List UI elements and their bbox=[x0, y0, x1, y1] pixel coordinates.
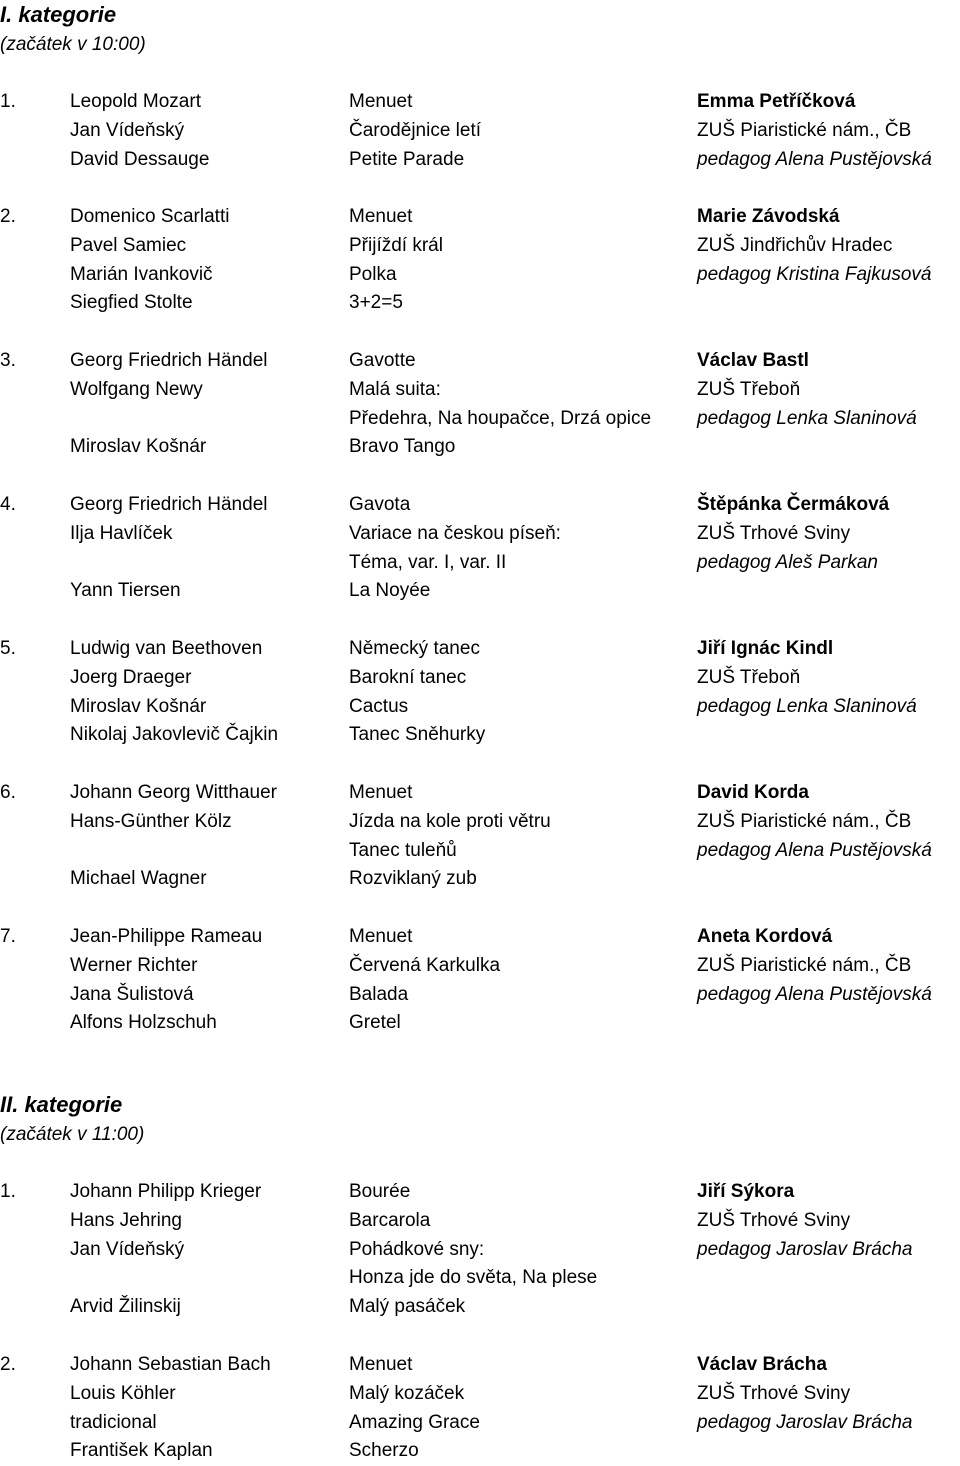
school-name: ZUŠ Třeboň bbox=[697, 666, 801, 688]
piece-title: Předehra, Na houpačce, Drzá opice bbox=[349, 407, 652, 429]
entry-row bbox=[0, 1236, 960, 1265]
student-name: Aneta Kordová bbox=[697, 926, 833, 947]
piece-title: Gavotte bbox=[349, 350, 416, 371]
school-name: ZUŠ Trhové Sviny bbox=[697, 522, 851, 544]
composer-name: Werner Richter bbox=[70, 954, 198, 976]
piece-title: Menuet bbox=[349, 926, 413, 947]
composer-name: Leopold Mozart bbox=[70, 91, 201, 112]
teacher-name: pedagog Alena Pustějovská bbox=[697, 983, 932, 1005]
piece-title: Honza jde do světa, Na plese bbox=[349, 1267, 598, 1289]
entry-number: 2. bbox=[0, 206, 16, 227]
entry-row bbox=[0, 808, 960, 837]
school-name: ZUŠ Třeboň bbox=[697, 378, 801, 400]
piece-title: Petite Parade bbox=[349, 148, 465, 170]
entry-row bbox=[0, 88, 960, 117]
school-name: ZUŠ Piaristické nám., ČB bbox=[697, 810, 912, 832]
composer-name: Siegfied Stolte bbox=[70, 292, 193, 314]
entry-row bbox=[0, 779, 960, 808]
school-name: ZUŠ Jindřichův Hradec bbox=[697, 234, 893, 256]
entry-row bbox=[0, 1207, 960, 1236]
piece-title: Bourée bbox=[349, 1181, 411, 1202]
entry-row bbox=[0, 865, 960, 894]
piece-title: Gavota bbox=[349, 494, 411, 515]
piece-title: Menuet bbox=[349, 782, 413, 803]
entry-row bbox=[0, 289, 960, 318]
student-name: David Korda bbox=[697, 782, 809, 803]
piece-title: Pohádkové sny: bbox=[349, 1238, 485, 1260]
piece-title: Německý tanec bbox=[349, 638, 480, 659]
composer-name: František Kaplan bbox=[70, 1440, 213, 1462]
composer-name: Pavel Samiec bbox=[70, 234, 187, 256]
composer-name: Louis Köhler bbox=[70, 1382, 176, 1404]
composer-name: tradicional bbox=[70, 1411, 157, 1433]
entry-row bbox=[0, 520, 960, 549]
entry-row bbox=[0, 549, 960, 578]
piece-title: Balada bbox=[349, 983, 409, 1005]
entry-row bbox=[0, 117, 960, 146]
entry-number: 4. bbox=[0, 494, 16, 515]
piece-title: Scherzo bbox=[349, 1440, 419, 1462]
performer-entry bbox=[0, 635, 960, 750]
piece-title: Variace na českou píseň: bbox=[349, 522, 561, 544]
piece-title: Tanec tuleňů bbox=[349, 839, 457, 861]
entry-row bbox=[0, 1293, 960, 1322]
teacher-name: pedagog Alena Pustějovská bbox=[697, 148, 932, 170]
entry-row bbox=[0, 1437, 960, 1466]
entry-row bbox=[0, 433, 960, 462]
composer-name: Domenico Scarlatti bbox=[70, 206, 230, 227]
composer-name: Hans Jehring bbox=[70, 1209, 182, 1231]
student-name: Václav Bastl bbox=[697, 350, 809, 371]
composer-name: Nikolaj Jakovlevič Čajkin bbox=[70, 724, 279, 746]
student-name: Emma Petříčková bbox=[697, 91, 856, 112]
teacher-name: pedagog Kristina Fajkusová bbox=[697, 263, 932, 285]
student-name: Štěpánka Čermáková bbox=[697, 494, 890, 515]
entry-row bbox=[0, 664, 960, 693]
composer-name: Wolfgang Newy bbox=[70, 378, 203, 400]
piece-title: Polka bbox=[349, 263, 397, 285]
entry-number: 2. bbox=[0, 1354, 16, 1375]
composer-name: Ludwig van Beethoven bbox=[70, 638, 263, 659]
entry-row bbox=[0, 405, 960, 434]
composer-name: Yann Tiersen bbox=[70, 580, 181, 602]
composer-name: Georg Friedrich Händel bbox=[70, 350, 268, 371]
teacher-name: pedagog Alena Pustějovská bbox=[697, 839, 932, 861]
performer-entry bbox=[0, 779, 960, 894]
entry-row bbox=[0, 1264, 960, 1293]
entry-row bbox=[0, 923, 960, 952]
composer-name: Michael Wagner bbox=[70, 868, 207, 890]
performer-entry bbox=[0, 491, 960, 606]
piece-title: Cactus bbox=[349, 695, 409, 717]
composer-name: Jan Vídeňský bbox=[70, 119, 185, 141]
entry-row bbox=[0, 376, 960, 405]
entry-row bbox=[0, 232, 960, 261]
entry-row bbox=[0, 1178, 960, 1207]
teacher-name: pedagog Aleš Parkan bbox=[697, 551, 878, 573]
composer-name: Marián Ivankovič bbox=[70, 263, 213, 285]
piece-title: Amazing Grace bbox=[349, 1411, 480, 1433]
category-title: I. kategorie bbox=[0, 2, 117, 27]
entry-number: 6. bbox=[0, 782, 16, 803]
entry-row bbox=[0, 693, 960, 722]
composer-name: Jana Šulistová bbox=[70, 983, 194, 1005]
piece-title: Menuet bbox=[349, 206, 413, 227]
entry-row bbox=[0, 1009, 960, 1038]
teacher-name: pedagog Lenka Slaninová bbox=[697, 695, 917, 717]
piece-title: Malý pasáček bbox=[349, 1296, 466, 1318]
entry-row bbox=[0, 203, 960, 232]
composer-name: David Dessauge bbox=[70, 148, 210, 170]
composer-name: Joerg Draeger bbox=[70, 666, 192, 688]
performer-entry bbox=[0, 1351, 960, 1466]
school-name: ZUŠ Trhové Sviny bbox=[697, 1209, 851, 1231]
entry-number: 5. bbox=[0, 638, 16, 659]
piece-title: Čarodějnice letí bbox=[349, 119, 482, 141]
piece-title: 3+2=5 bbox=[349, 292, 403, 314]
entry-number: 1. bbox=[0, 91, 16, 112]
performer-entry bbox=[0, 203, 960, 318]
entry-row bbox=[0, 261, 960, 290]
category-start-time: (začátek v 10:00) bbox=[0, 34, 146, 55]
composer-name: Jean-Philippe Rameau bbox=[70, 926, 263, 947]
piece-title: Přijíždí král bbox=[349, 234, 443, 256]
composer-name: Alfons Holzschuh bbox=[70, 1012, 217, 1034]
entry-row bbox=[0, 146, 960, 175]
school-name: ZUŠ Trhové Sviny bbox=[697, 1382, 851, 1404]
performer-entry bbox=[0, 347, 960, 462]
entry-row bbox=[0, 635, 960, 664]
piece-title: Barcarola bbox=[349, 1209, 431, 1231]
entry-row bbox=[0, 952, 960, 981]
composer-name: Ilja Havlíček bbox=[70, 522, 173, 544]
student-name: Marie Závodská bbox=[697, 206, 840, 227]
performer-entry bbox=[0, 88, 960, 174]
category-start-time: (začátek v 11:00) bbox=[0, 1124, 145, 1145]
piece-title: Rozviklaný zub bbox=[349, 868, 477, 890]
entry-row bbox=[0, 981, 960, 1010]
entry-number: 1. bbox=[0, 1181, 16, 1202]
composer-name: Arvid Žilinskij bbox=[70, 1296, 181, 1318]
piece-title: Menuet bbox=[349, 1354, 413, 1375]
piece-title: Barokní tanec bbox=[349, 666, 467, 688]
entry-row bbox=[0, 491, 960, 520]
piece-title: Bravo Tango bbox=[349, 436, 456, 458]
composer-name: Jan Vídeňský bbox=[70, 1238, 185, 1260]
entry-row bbox=[0, 1351, 960, 1380]
composer-name: Miroslav Košnár bbox=[70, 695, 207, 717]
composer-name: Hans-Günther Kölz bbox=[70, 810, 232, 832]
teacher-name: pedagog Lenka Slaninová bbox=[697, 407, 917, 429]
school-name: ZUŠ Piaristické nám., ČB bbox=[697, 119, 912, 141]
composer-name: Johann Georg Witthauer bbox=[70, 782, 278, 803]
teacher-name: pedagog Jaroslav Brácha bbox=[697, 1238, 913, 1260]
entry-number: 3. bbox=[0, 350, 16, 371]
entry-row bbox=[0, 837, 960, 866]
composer-name: Miroslav Košnár bbox=[70, 436, 207, 458]
piece-title: Téma, var. I, var. II bbox=[349, 551, 507, 573]
piece-title: Tanec Sněhurky bbox=[349, 724, 486, 746]
entry-number: 7. bbox=[0, 926, 16, 947]
entry-row bbox=[0, 721, 960, 750]
composer-name: Georg Friedrich Händel bbox=[70, 494, 268, 515]
piece-title: Malý kozáček bbox=[349, 1382, 465, 1404]
category-title: II. kategorie bbox=[0, 1092, 123, 1117]
student-name: Václav Brácha bbox=[697, 1354, 827, 1375]
performer-entry bbox=[0, 923, 960, 1038]
piece-title: Gretel bbox=[349, 1012, 401, 1034]
entry-row bbox=[0, 1380, 960, 1409]
piece-title: La Noyée bbox=[349, 580, 431, 602]
piece-title: Jízda na kole proti větru bbox=[349, 810, 551, 832]
piece-title: Malá suita: bbox=[349, 378, 441, 400]
entry-row bbox=[0, 577, 960, 606]
piece-title: Menuet bbox=[349, 91, 413, 112]
student-name: Jiří Sýkora bbox=[697, 1181, 795, 1202]
entry-row bbox=[0, 1409, 960, 1438]
school-name: ZUŠ Piaristické nám., ČB bbox=[697, 954, 912, 976]
composer-name: Johann Sebastian Bach bbox=[70, 1354, 271, 1375]
composer-name: Johann Philipp Krieger bbox=[70, 1181, 262, 1202]
performer-entry bbox=[0, 1178, 960, 1322]
student-name: Jiří Ignác Kindl bbox=[697, 638, 834, 659]
teacher-name: pedagog Jaroslav Brácha bbox=[697, 1411, 913, 1433]
entry-row bbox=[0, 347, 960, 376]
piece-title: Červená Karkulka bbox=[349, 954, 501, 976]
